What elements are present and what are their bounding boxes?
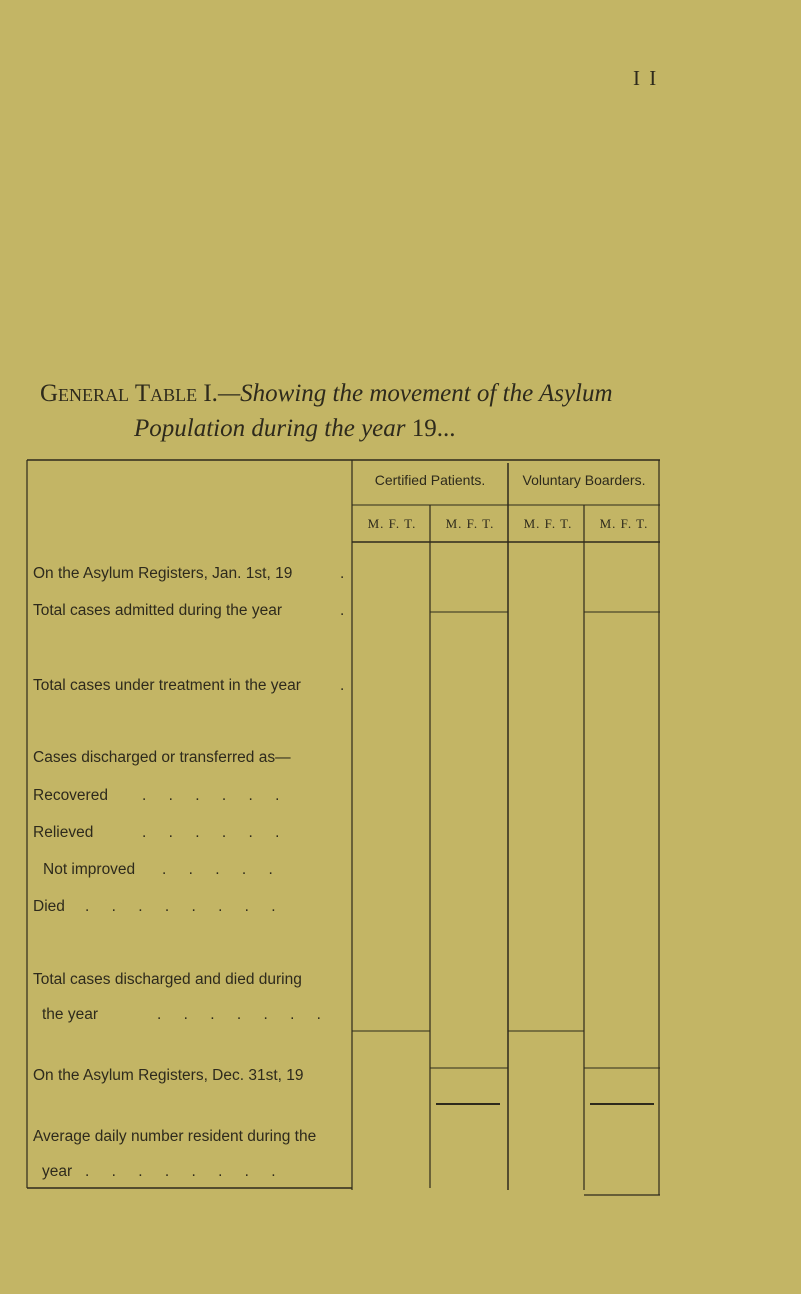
row-recovered: Recovered: [33, 787, 108, 804]
row-relieved-dots: . . . . . .: [142, 824, 289, 841]
subheader-mft-2: M. F. T.: [445, 516, 495, 531]
row-registers-jan: On the Asylum Registers, Jan. 1st, 19: [33, 565, 293, 582]
subheader-mft-3: M. F. T.: [523, 516, 573, 531]
row-registers-jan-dots: .: [340, 565, 345, 582]
subheader-mft-1: M. F. T.: [367, 516, 417, 531]
row-total-discharged-1: Total cases discharged and died during: [33, 971, 302, 988]
row-average-2: year: [42, 1163, 73, 1180]
row-registers-dec: On the Asylum Registers, Dec. 31st, 19: [33, 1067, 304, 1084]
row-under-treatment: Total cases under treatment in the year: [33, 677, 301, 694]
row-recovered-dots: . . . . . .: [142, 787, 289, 804]
row-total-discharged-2: the year: [42, 1006, 99, 1023]
row-discharged-heading: Cases discharged or transferred as—: [33, 749, 291, 766]
row-admitted-dots: .: [340, 602, 345, 619]
row-relieved: Relieved: [33, 824, 94, 841]
row-average-dots: . . . . . . . .: [85, 1163, 285, 1180]
subheader-mft-4: M. F. T.: [599, 516, 649, 531]
table-title-showing: —Showing the movement of the Asylum: [217, 380, 613, 407]
row-not-improved: Not improved: [43, 861, 136, 878]
table-title-population: Population during the year: [134, 415, 406, 442]
header-certified-patients: Certified Patients.: [374, 472, 486, 488]
row-under-treatment-dots: .: [340, 677, 345, 694]
table-title-year: 19...: [411, 415, 456, 442]
table-title-prefix: General Table I.: [40, 380, 218, 407]
row-total-discharged-dots: . . . . . . .: [157, 1006, 330, 1023]
row-died-dots: . . . . . . . .: [85, 898, 285, 915]
row-died: Died: [33, 898, 65, 915]
row-not-improved-dots: . . . . .: [162, 861, 282, 878]
row-average-1: Average daily number resident during the: [33, 1128, 317, 1145]
row-admitted: Total cases admitted during the year: [33, 602, 282, 619]
header-voluntary-boarders: Voluntary Boarders.: [522, 472, 646, 488]
page-number: I I: [633, 66, 659, 90]
